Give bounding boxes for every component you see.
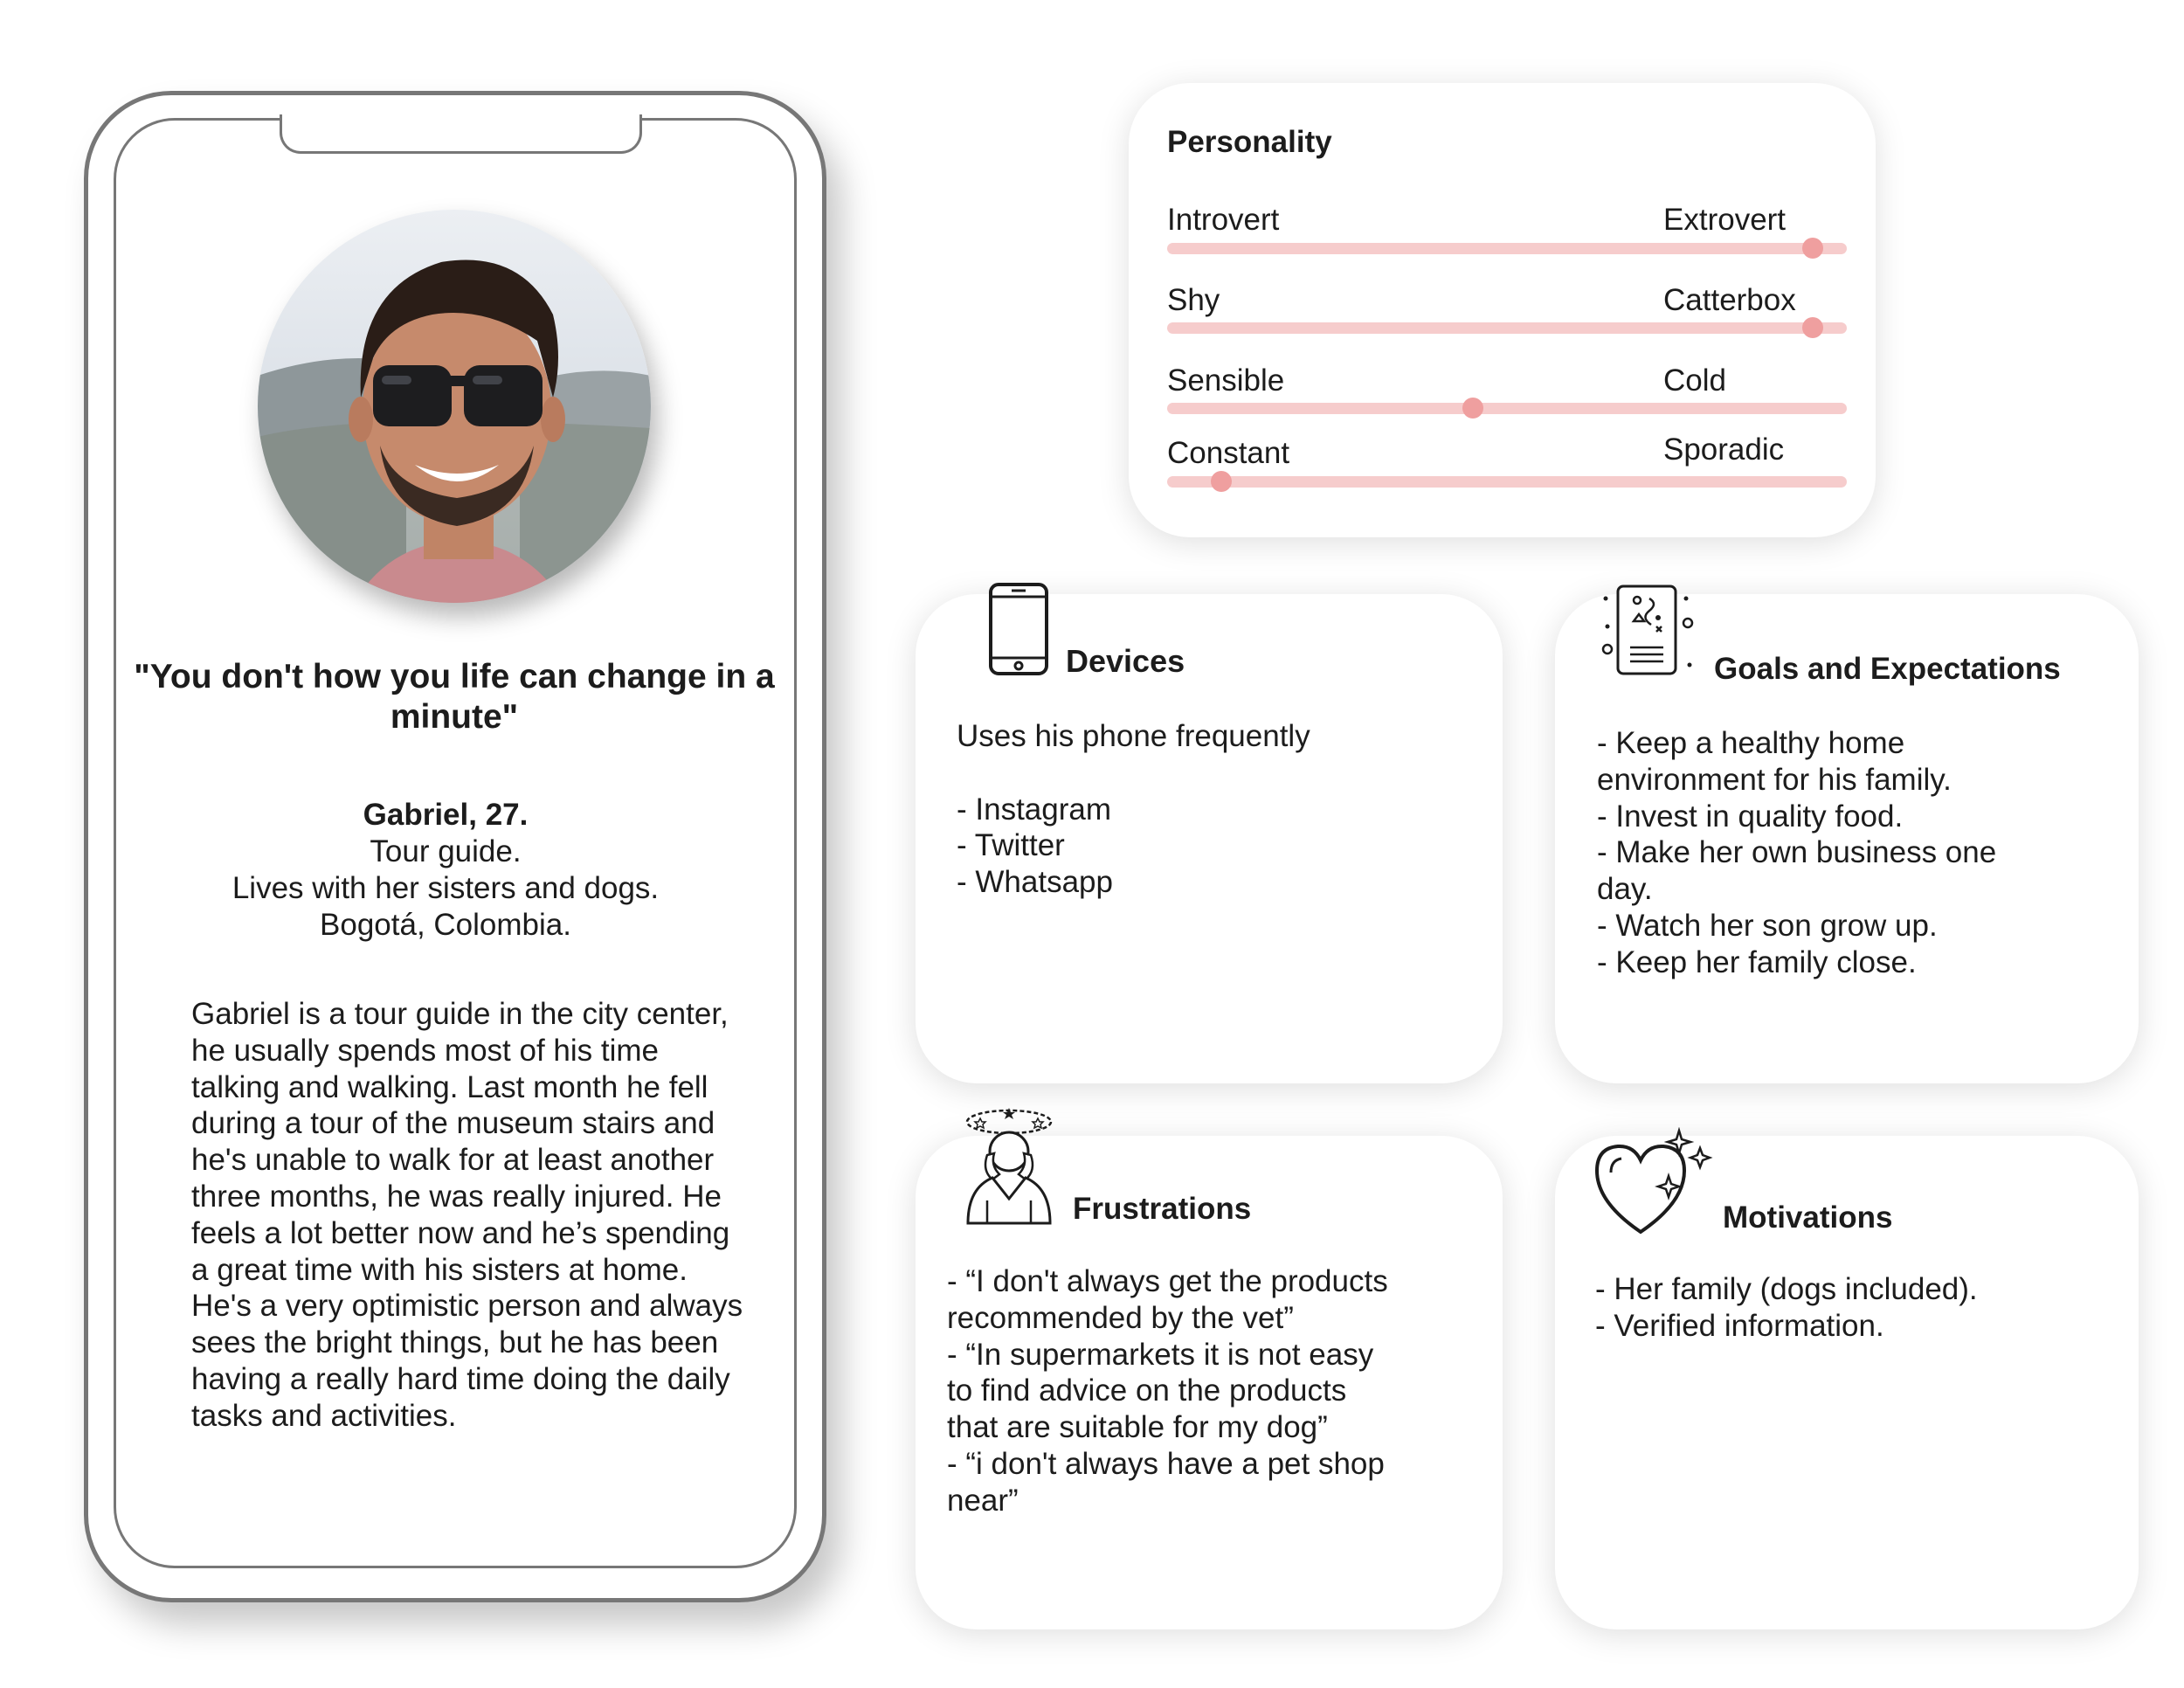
devices-line: Uses his phone frequently [957, 719, 1310, 753]
frustrations-line: - “i don't always have a pet shop [947, 1446, 1385, 1481]
frustrations-list [947, 1263, 1489, 1519]
frustrations-line: to find advice on the products [947, 1373, 1347, 1408]
frustrations-line: that are suitable for my dog” [947, 1410, 1328, 1445]
goals-line: - Keep a healthy home [1597, 726, 1905, 760]
devices-line [957, 755, 1481, 792]
trait-left-label: Introvert [1167, 203, 1280, 237]
trait-right-label: Sporadic [1663, 432, 1785, 467]
trait-right-label: Extrovert [1663, 203, 1787, 237]
motivations-list [1595, 1271, 2119, 1345]
devices-line: - Whatsapp [957, 865, 1113, 900]
devices-line: - Twitter [957, 828, 1065, 863]
trait-right-label: Cold [1663, 363, 1726, 398]
trait-left-label: Constant [1167, 436, 1290, 470]
persona-living: Lives with her sisters and dogs. [232, 871, 660, 905]
frustrations-line: - “I don't always get the products [947, 1264, 1388, 1298]
persona-occupation: Tour guide. [370, 834, 522, 868]
frustrations-line: recommended by the vet” [947, 1300, 1294, 1335]
trait-slider-knob[interactable] [1211, 471, 1232, 492]
trait-right-label: Catterbox [1663, 283, 1796, 317]
trait-slider-track [1167, 476, 1847, 488]
goals-line: day. [1597, 872, 1653, 907]
persona-location: Bogotá, Colombia. [320, 908, 571, 942]
phone-notch [280, 114, 642, 154]
devices-title: Devices [1066, 643, 1185, 679]
dizzy-frustrated-person-icon [961, 1103, 1057, 1225]
frustrations-line: near” [947, 1483, 1019, 1518]
goals-line: - Keep her family close. [1597, 944, 1917, 979]
motivations-title: Motivations [1723, 1200, 1893, 1235]
goals-line: environment for his family. [1597, 762, 1952, 797]
trait-slider-track [1167, 243, 1847, 254]
smartphone-icon [987, 581, 1050, 677]
trait-left-label: Shy [1167, 283, 1220, 317]
personality-title: Personality [1167, 125, 1332, 159]
frustrations-line: - “In supermarkets it is not easy [947, 1337, 1374, 1372]
goals-title: Goals and Expectations [1714, 652, 2061, 686]
goals-line: - Make her own business one [1597, 835, 1997, 870]
goals-line: - Watch her son grow up. [1597, 908, 1938, 943]
persona-name-age: Gabriel, 27. [363, 798, 529, 832]
goals-list [1597, 725, 2121, 981]
trait-slider-track [1167, 322, 1847, 334]
persona-quote: "You don't how you life can change in a minute" [134, 658, 775, 736]
sparkling-heart-icon [1592, 1127, 1714, 1236]
trait-slider-track [1167, 403, 1847, 414]
motivations-line: - Verified information. [1595, 1308, 1884, 1343]
trait-slider-knob[interactable] [1802, 317, 1823, 338]
persona-bio: Gabriel is a tour guide in the city center, he usually spends most of his time talking and walking. Last month he fell during a tour of the museum stairs and he's unable to walk for at least another three months, he was really injured. He feels a lot better now and he’s spending a great time with his sisters at home. He's a very optimistic person and always sees the bright things, but he has been having a really hard time doing the daily tasks and activities. [191, 997, 743, 1433]
devices-list [957, 718, 1481, 901]
devices-line: - Instagram [957, 792, 1111, 827]
trait-slider-knob[interactable] [1802, 238, 1823, 259]
goals-line: - Invest in quality food. [1597, 799, 1904, 834]
strategy-tablet-icon [1600, 581, 1697, 681]
personality-card [1129, 83, 1876, 537]
trait-left-label: Sensible [1167, 363, 1285, 398]
avatar-portrait [258, 210, 651, 603]
persona-profile [131, 797, 760, 944]
frustrations-title: Frustrations [1073, 1192, 1252, 1226]
motivations-line: - Her family (dogs included). [1595, 1272, 1978, 1306]
avatar [258, 210, 651, 603]
trait-slider-knob[interactable] [1462, 398, 1483, 419]
